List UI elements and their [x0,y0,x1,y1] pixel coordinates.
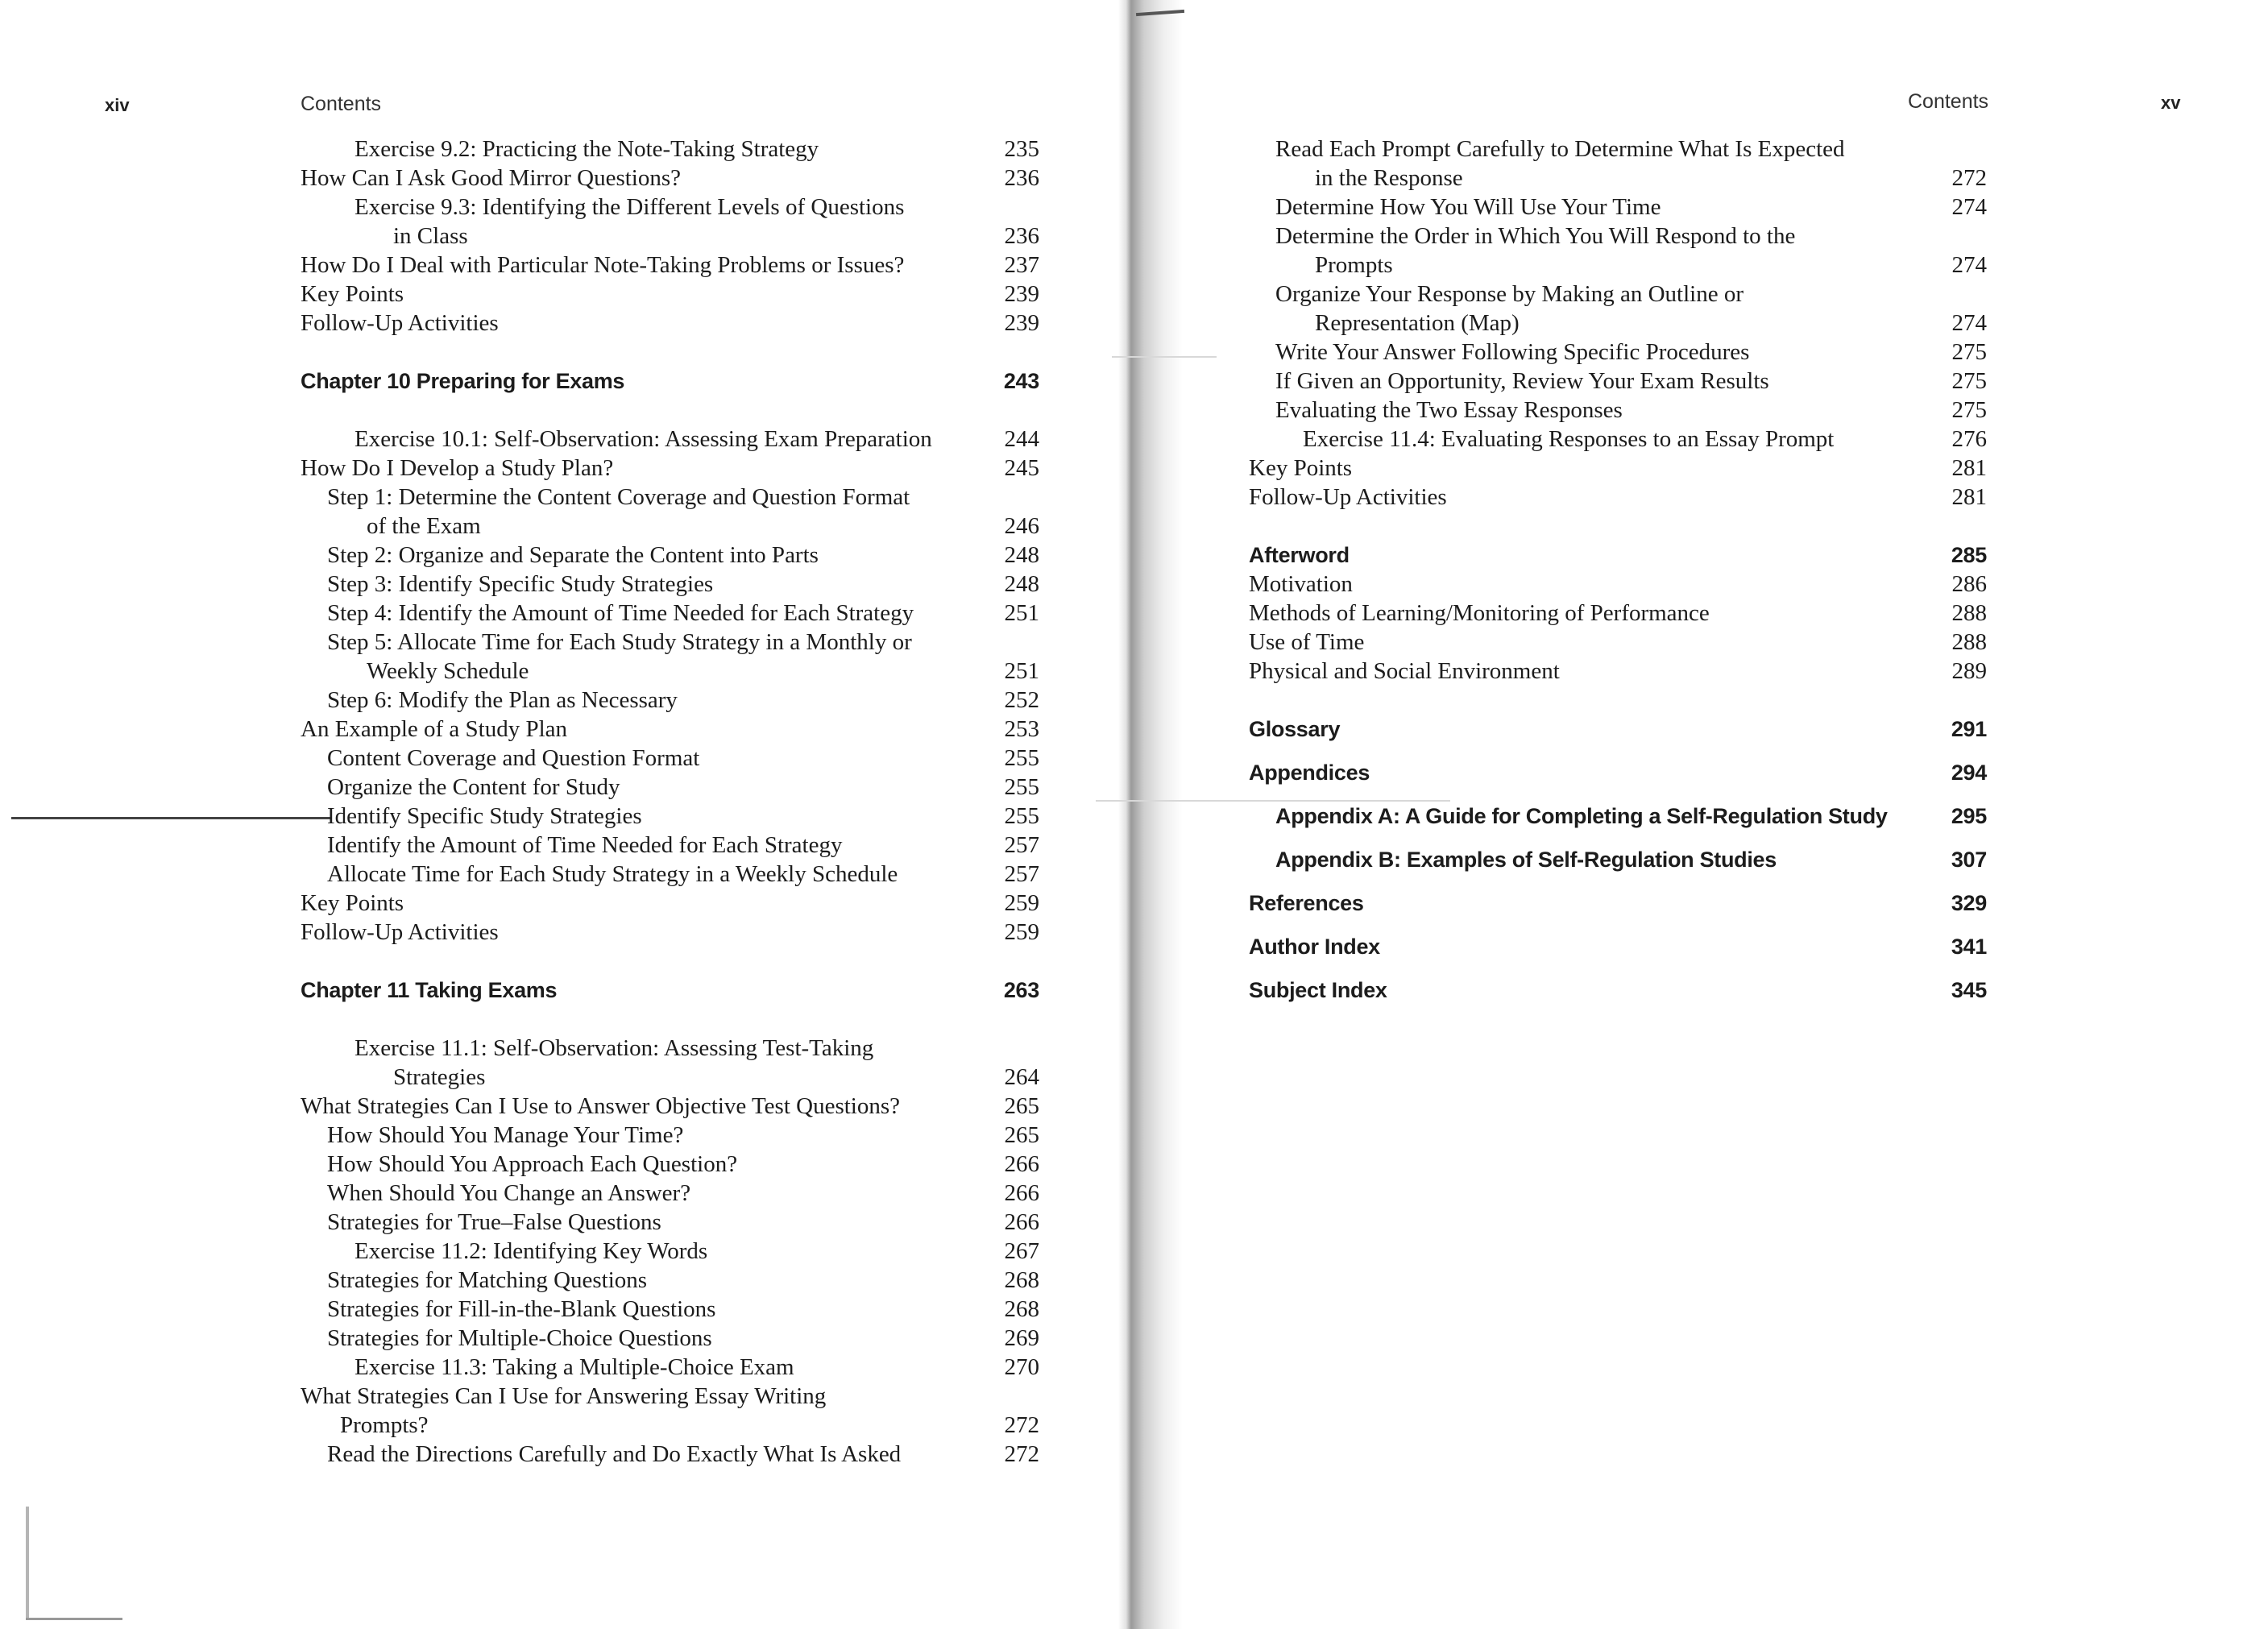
section-heading[interactable]: Author Index 341 [1249,935,1987,959]
toc-entry[interactable]: Step 3: Identify Specific Study Strategies 248 [327,571,1039,597]
toc-entry[interactable]: An Example of a Study Plan 253 [301,716,1039,742]
toc-entry[interactable]: Follow-Up Activities 239 [301,310,1039,336]
toc-entry[interactable]: Read the Directions Carefully and Do Exactly What Is Asked 272 [327,1441,1039,1467]
toc-entry[interactable]: Physical and Social Environment 289 [1249,658,1987,684]
toc-entry[interactable]: Allocate Time for Each Study Strategy in a Weekly Schedule 257 [327,861,1039,887]
toc-entry[interactable]: Key Points 259 [301,890,1039,916]
toc-entry[interactable]: Follow-Up Activities 259 [301,919,1039,945]
right-page [1120,0,2268,1629]
toc-entry[interactable]: How Should You Manage Your Time? 265 [327,1122,1039,1148]
toc-entry[interactable]: Exercise 9.2: Practicing the Note-Taking Strategy 235 [355,136,1039,162]
toc-entry[interactable]: When Should You Change an Answer? 266 [327,1180,1039,1206]
right-folio: xv [2161,93,2181,113]
section-heading[interactable]: Appendices 294 [1249,761,1987,785]
toc-entry[interactable]: How Do I Develop a Study Plan? 245 [301,455,1039,481]
toc-entry[interactable]: Identify Specific Study Strategies 255 [327,803,1039,829]
section-heading[interactable]: References 329 [1249,891,1987,915]
section-heading[interactable]: Glossary 291 [1249,717,1987,741]
toc-entry[interactable]: Key Points 239 [301,281,1039,307]
toc-entry[interactable]: Determine How You Will Use Your Time 274 [1275,194,1987,220]
toc-entry[interactable]: Step 4: Identify the Amount of Time Needed for Each Strategy 251 [327,600,1039,626]
toc-entry[interactable]: Strategies for Multiple-Choice Questions 269 [327,1325,1039,1351]
toc-entry[interactable]: Step 2: Organize and Separate the Content into Parts 248 [327,542,1039,568]
toc-entry[interactable]: Determine the Order in Which You Will Respond to the Prompts 274 [1275,223,1987,278]
toc-entry[interactable]: Exercise 11.3: Taking a Multiple-Choice Exam 270 [355,1354,1039,1380]
toc-entry[interactable]: Identify the Amount of Time Needed for Each Strategy 257 [327,832,1039,858]
right-toc [1249,135,1987,1005]
toc-entry[interactable]: Exercise 11.2: Identifying Key Words 267 [355,1238,1039,1264]
toc-entry[interactable]: Read Each Prompt Carefully to Determine What Is Expected in the Response 272 [1275,136,1987,191]
toc-entry[interactable]: Step 6: Modify the Plan as Necessary 252 [327,687,1039,713]
toc-entry[interactable]: Use of Time 288 [1249,629,1987,655]
toc-entry[interactable]: If Given an Opportunity, Review Your Exam Results 275 [1275,368,1987,394]
toc-entry[interactable]: Step 1: Determine the Content Coverage and Question Format of the Exam 246 [327,484,1039,539]
toc-entry[interactable]: Organize Your Response by Making an Outline or Representation (Map) 274 [1275,281,1987,336]
toc-entry[interactable]: Organize the Content for Study 255 [327,774,1039,800]
toc-entry[interactable]: Exercise 10.1: Self-Observation: Assessing Exam Preparation 244 [355,426,1039,452]
right-running-head: Contents [1908,90,1989,113]
left-page [0,0,1120,1629]
section-heading[interactable]: Afterword 285 [1249,543,1987,567]
appendix-heading[interactable]: Appendix A: A Guide for Completing a Self-Regulation Study 295 [1275,804,1987,828]
toc-entry[interactable]: What Strategies Can I Use for Answering Essay Writing Prompts? 272 [301,1383,1039,1438]
toc-entry[interactable]: Strategies for Matching Questions 268 [327,1267,1039,1293]
toc-entry[interactable]: Strategies for Fill-in-the-Blank Questions 268 [327,1296,1039,1322]
toc-entry[interactable]: Exercise 11.4: Evaluating Responses to an Essay Prompt 276 [1303,426,1987,452]
toc-entry[interactable]: How Should You Approach Each Question? 266 [327,1151,1039,1177]
toc-entry[interactable]: Step 5: Allocate Time for Each Study Strategy in a Monthly or Weekly Schedule 251 [327,629,1039,684]
toc-entry[interactable]: Key Points 281 [1249,455,1987,481]
chapter-heading[interactable]: Chapter 11 Taking Exams 263 [301,978,1039,1002]
toc-entry[interactable]: How Can I Ask Good Mirror Questions? 236 [301,165,1039,191]
toc-entry[interactable]: How Do I Deal with Particular Note-Taking Problems or Issues? 237 [301,252,1039,278]
toc-entry[interactable]: Follow-Up Activities 281 [1249,484,1987,510]
left-toc [301,135,1039,1469]
toc-entry[interactable]: Evaluating the Two Essay Responses 275 [1275,397,1987,423]
toc-entry[interactable]: Content Coverage and Question Format 255 [327,745,1039,771]
toc-entry[interactable]: Motivation 286 [1249,571,1987,597]
toc-entry[interactable]: Exercise 9.3: Identifying the Different Levels of Questions in Class 236 [355,194,1039,249]
left-folio: xiv [105,95,130,115]
toc-entry[interactable]: What Strategies Can I Use to Answer Objective Test Questions? 265 [301,1093,1039,1119]
appendix-heading[interactable]: Appendix B: Examples of Self-Regulation Studies 307 [1275,848,1987,872]
toc-entry[interactable]: Exercise 11.1: Self-Observation: Assessing Test-Taking Strategies 264 [355,1035,1039,1090]
toc-entry[interactable]: Write Your Answer Following Specific Procedures 275 [1275,339,1987,365]
toc-entry[interactable]: Strategies for True–False Questions 266 [327,1209,1039,1235]
left-running-head: Contents [301,93,382,115]
chapter-heading[interactable]: Chapter 10 Preparing for Exams 243 [301,369,1039,393]
section-heading[interactable]: Subject Index 345 [1249,978,1987,1002]
toc-entry[interactable]: Methods of Learning/Monitoring of Performance 288 [1249,600,1987,626]
